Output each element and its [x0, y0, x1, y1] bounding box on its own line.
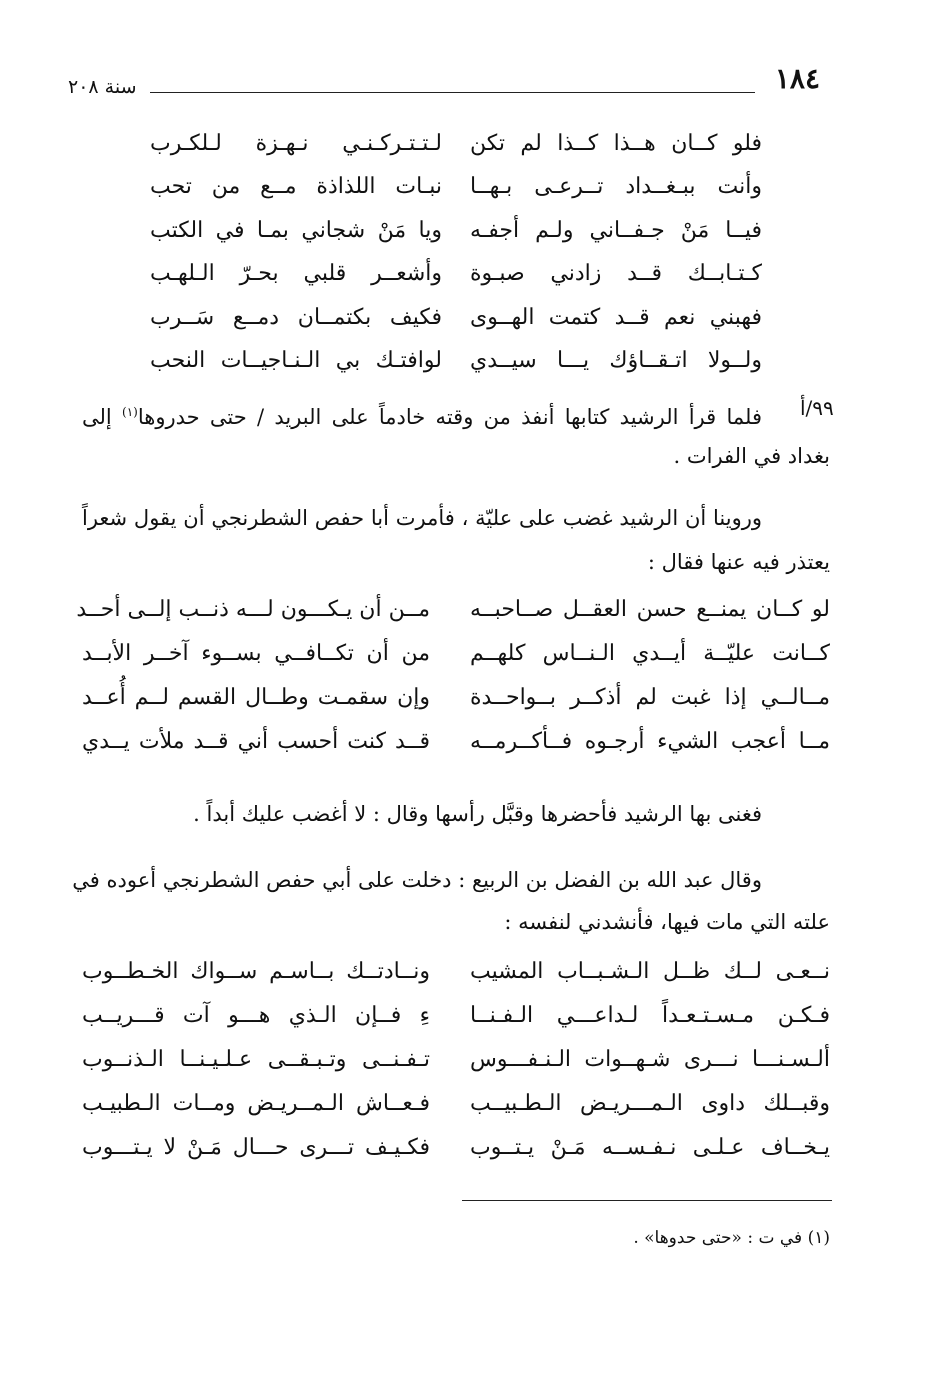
paragraph-line: علته التي مات فيها، فأنشدني لنفسه :: [504, 910, 830, 934]
verse-line: [0, 590, 948, 630]
verse-second-hemistich: ويا مَنْ شجاني بمـا في الكتب: [150, 218, 442, 243]
verse-first-hemistich: فيــا مَنْ جـفــاني ولـم أجفـه: [470, 218, 762, 243]
paragraph-text: إلى: [82, 405, 123, 429]
running-header-year: سنة ٢٠٨: [68, 76, 137, 98]
paragraph-4: [72, 858, 762, 902]
paragraph-line: [82, 390, 762, 439]
verse-line: [0, 254, 948, 294]
verse-first-hemistich: مــالــي إذا غبت لم أذكــر بــواحــدة: [470, 685, 830, 710]
verse-line: [0, 341, 948, 381]
verse-first-hemistich: نــعـى لــك ظــل الـشـبــاب المشيب: [470, 959, 830, 984]
paragraph-3: [82, 792, 762, 836]
verse-first-hemistich: فلو كــان هــذا كــذا لم تكن: [470, 131, 762, 156]
verse-line: [0, 1128, 948, 1168]
verse-first-hemistich: ولــولا اتـقــاؤك يـــا سيــدي: [470, 348, 762, 373]
verse-line: [0, 1040, 948, 1080]
verse-first-hemistich: كــانت عليّــة أيــدي الـنــاس كلهــم: [470, 641, 830, 666]
page-number: ١٨٤: [774, 62, 820, 95]
verse-second-hemistich: وإن سقمـت وطــال القسم لــم أُعــد: [82, 685, 430, 710]
verse-second-hemistich: نبـات اللذاذة مــع من تحب: [150, 174, 442, 199]
verse-line: [0, 952, 948, 992]
verse-second-hemistich: ءِ فــإن الـذي هـــو آت قـــريــب: [82, 1003, 430, 1028]
paragraph-4-cont: [82, 900, 830, 944]
verse-line: [0, 678, 948, 718]
manuscript-folio-ref: ٩٩/أ: [800, 396, 834, 420]
paragraph-line: بغداد في الفرات .: [673, 444, 830, 468]
verse-second-hemistich: فكـيـف تـــرى حـــال مَـنْ لا يـتـــوب: [82, 1135, 430, 1160]
paragraph-text: فلما قرأ الرشيد كتابها أنفذ من وقته خادماً على البريد / حتى حدروها: [137, 405, 762, 429]
verse-line: [0, 298, 948, 338]
verse-first-hemistich: مــا أعجب الشيء أرجـوه فــأكــرمــه: [470, 729, 830, 754]
verse-line: [0, 722, 948, 762]
verse-first-hemistich: كـتـابــك قــد زادني صبـوة: [470, 261, 762, 286]
verse-second-hemistich: مــن أن يـكـــون لـــه ذنــب إلــى أحــد: [76, 597, 430, 622]
verse-second-hemistich: تـفـنــى وتـبـقــى عـلـيـنــا الـذنــوب: [82, 1047, 430, 1072]
verse-line: [0, 634, 948, 674]
verse-line: [0, 1084, 948, 1124]
footnote-rule: [462, 1200, 832, 1201]
verse-first-hemistich: ألـسـنـــا نـــرى شـهــوات الـنـفـــوس: [470, 1047, 830, 1072]
verse-second-hemistich: فـعــاش الـمــريـض ومــات الـطبيـب: [82, 1091, 430, 1116]
verse-line: [0, 124, 948, 164]
verse-second-hemistich: فكيف بكتمــان دمــع سَــرب: [150, 305, 442, 330]
footnote-text: (١) في ت : «حتى حدوها» .: [633, 1228, 830, 1248]
verse-second-hemistich: لـتـتـركـنـي نـهـزة لـلكـرب: [150, 131, 442, 156]
paragraph-line: يعتذر فيه عنها فقال :: [647, 550, 830, 574]
paragraph-line: وقال عبد الله بن الفضل بن الربيع : دخلت على أبي حفص الشطرنجي أعوده في: [72, 868, 762, 892]
paragraph-line: وروينا أن الرشيد غضب على عليّة ، فأمرت أبا حفص الشطرنجي أن يقول شعراً: [82, 506, 762, 530]
verse-first-hemistich: وأنت ببـغــداد تــرعـى بـهــا: [470, 174, 762, 199]
verse-second-hemistich: من أن تكــافــي بســوء آخــر الأبــد: [82, 641, 430, 666]
verse-first-hemistich: فهبني نعم قــد كتمت الهــوى: [470, 305, 762, 330]
verse-first-hemistich: فـكـن مـسـتـعـداً لـداعـــي الـفـنــا: [470, 1003, 830, 1028]
verse-first-hemistich: يـخــاف عـلـى نـفـســه مَـنْ يـتــوب: [470, 1135, 830, 1160]
verse-first-hemistich: لو كــان يمنــع حسن العقــل صــاحبــه: [470, 597, 830, 622]
verse-line: [0, 996, 948, 1036]
paragraph-2: [82, 496, 762, 540]
paragraph-2-cont: [82, 540, 830, 584]
verse-second-hemistich: قــد كنت أحسب أني قــد ملأت يــدي: [82, 729, 430, 754]
verse-second-hemistich: وأشعــر قلبي بحـرّ الـلهـب: [150, 261, 442, 286]
paragraph-1: [82, 390, 762, 439]
verse-second-hemistich: لوافتـك بي الـنـاجيــات النحب: [150, 348, 442, 373]
paragraph-1-cont: [82, 434, 830, 478]
verse-second-hemistich: ونــادتــك بــاسـم ســواك الخـطــوب: [82, 959, 430, 984]
verse-line: [0, 211, 948, 251]
header-rule: [150, 92, 755, 93]
verse-first-hemistich: وقبــلك داوى الـمـــريـض الـطـبيــب: [470, 1091, 830, 1116]
verse-line: [0, 167, 948, 207]
paragraph-line: فغنى بها الرشيد فأحضرها وقبَّل رأسها وقال : لا أغضب عليك أبداً .: [193, 802, 762, 826]
footnote-marker[interactable]: (١): [122, 405, 138, 419]
